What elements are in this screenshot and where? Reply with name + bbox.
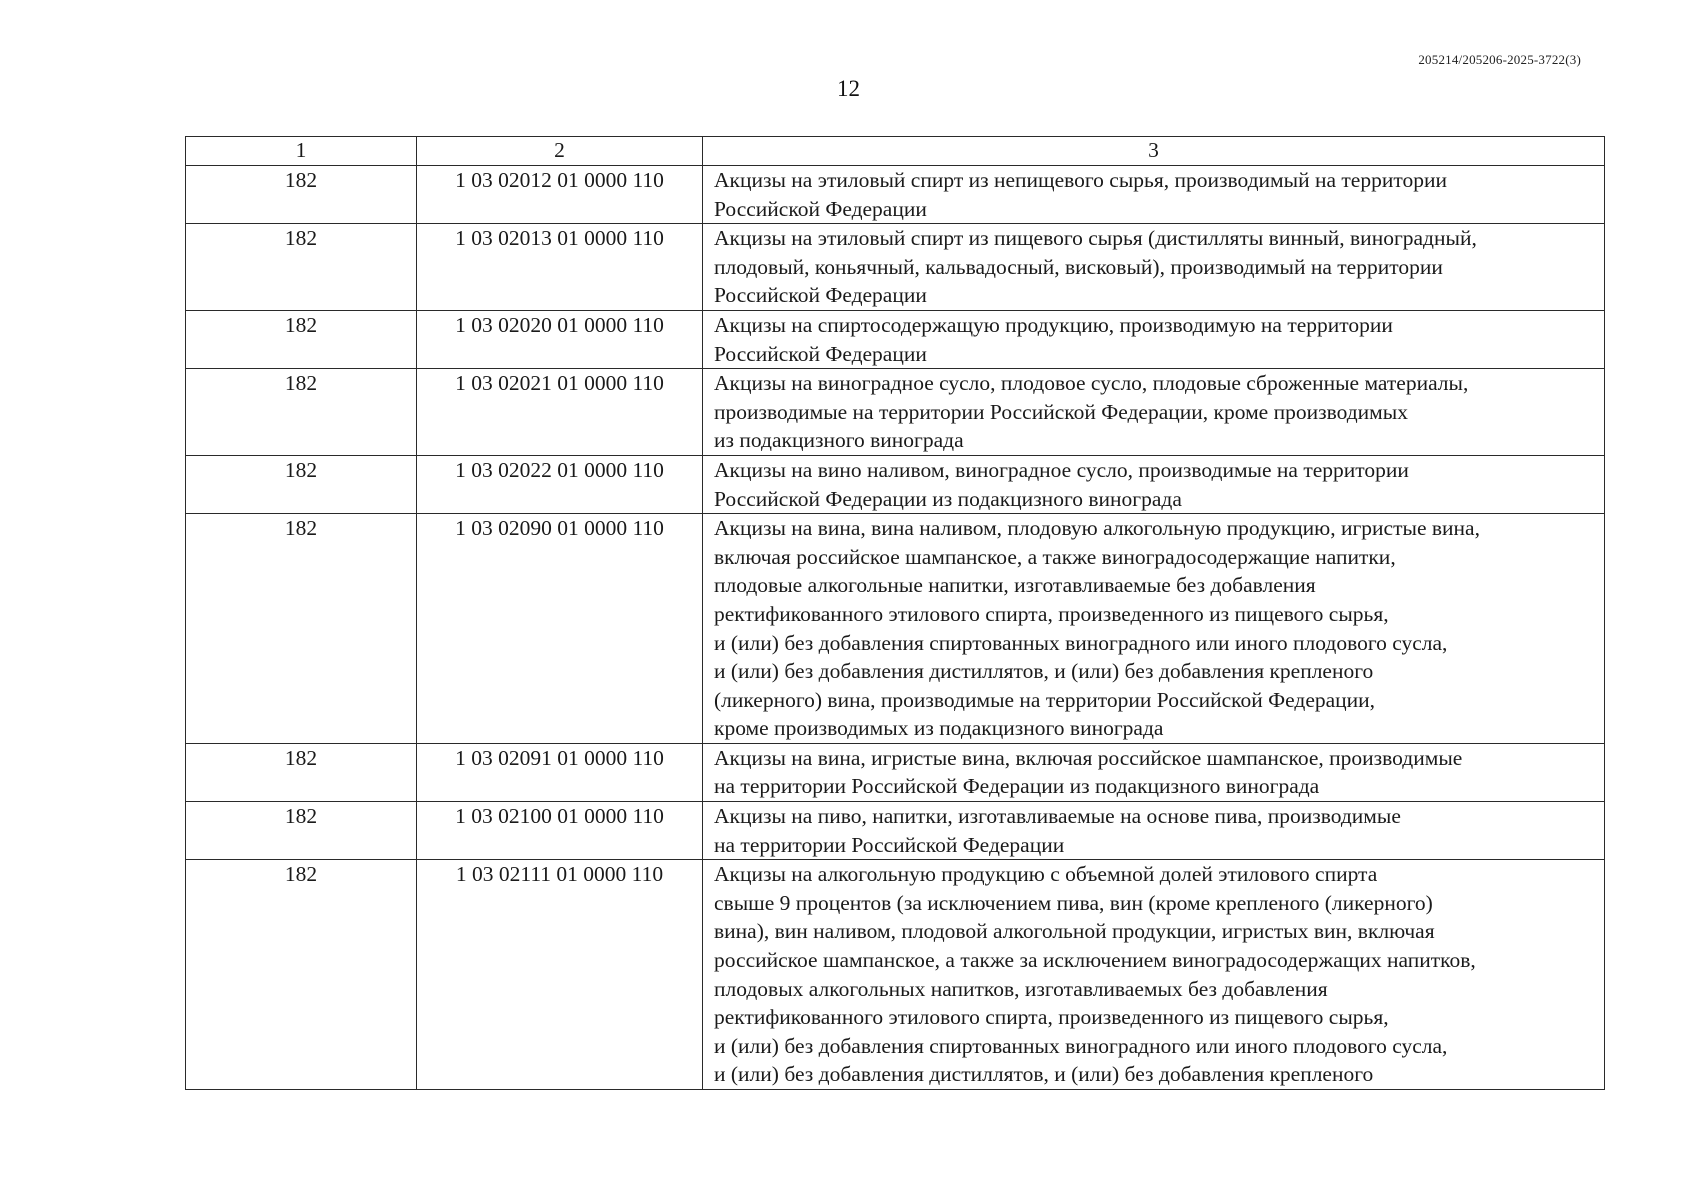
budget-classification-code-cell: 1 03 02021 01 0000 110 bbox=[417, 369, 703, 456]
description-line: и (или) без добавления спиртованных виноградного или иного плодового сусла, bbox=[714, 630, 1448, 655]
table-row bbox=[186, 455, 1605, 513]
admin-code-cell: 182 bbox=[186, 455, 417, 513]
column-header-1: 1 bbox=[186, 137, 417, 166]
budget-classification-code-cell: 1 03 02091 01 0000 110 bbox=[417, 743, 703, 801]
description-line: Акцизы на вина, вина наливом, плодовую алкогольную продукцию, игристые вина, bbox=[714, 516, 1480, 541]
revenue-description-cell bbox=[703, 802, 1605, 860]
table-row bbox=[186, 802, 1605, 860]
revenue-description-cell bbox=[703, 455, 1605, 513]
revenue-description-cell bbox=[703, 514, 1605, 744]
description-line: плодовых алкогольных напитков, изготавливаемых без добавления bbox=[714, 976, 1328, 1001]
description-line: Акцизы на вино наливом, виноградное сусло, производимые на территории bbox=[714, 457, 1409, 482]
description-line: ректификованного этилового спирта, произведенного из пищевого сырья, bbox=[714, 1005, 1389, 1030]
revenue-description-cell bbox=[703, 310, 1605, 368]
description-line: плодовый, коньячный, кальвадосный, висковый), производимый на территории bbox=[714, 254, 1443, 279]
revenue-description-cell bbox=[703, 224, 1605, 311]
description-line: производимые на территории Российской Федерации, кроме производимых bbox=[714, 399, 1408, 424]
description-line: плодовые алкогольные напитки, изготавливаемые без добавления bbox=[714, 573, 1316, 598]
revenue-description-cell bbox=[703, 166, 1605, 224]
page-number: 12 bbox=[837, 76, 860, 101]
budget-classification-code-cell: 1 03 02013 01 0000 110 bbox=[417, 224, 703, 311]
revenue-description-cell bbox=[703, 743, 1605, 801]
description-line: кроме производимых из подакцизного винограда bbox=[714, 716, 1164, 741]
description-line: и (или) без добавления дистиллятов, и (или) без добавления крепленого bbox=[714, 659, 1374, 684]
revenue-codes-table bbox=[185, 136, 1605, 1090]
revenue-description-cell bbox=[703, 860, 1605, 1090]
admin-code-cell: 182 bbox=[186, 369, 417, 456]
table-row bbox=[186, 860, 1605, 1090]
table-row bbox=[186, 743, 1605, 801]
budget-classification-code-cell: 1 03 02020 01 0000 110 bbox=[417, 310, 703, 368]
description-line: вина), вин наливом, плодовой алкогольной продукции, игристых вин, включая bbox=[714, 919, 1435, 944]
table-body bbox=[186, 166, 1605, 1090]
description-line: Акцизы на вина, игристые вина, включая российское шампанское, производимые bbox=[714, 745, 1463, 770]
description-line: свыше 9 процентов (за исключением пива, вин (кроме крепленого (ликерного) bbox=[714, 890, 1433, 915]
budget-classification-code-cell: 1 03 02012 01 0000 110 bbox=[417, 166, 703, 224]
description-line: Российской Федерации из подакцизного винограда bbox=[714, 486, 1182, 511]
description-line: Акцизы на этиловый спирт из пищевого сырья (дистилляты винный, виноградный, bbox=[714, 226, 1477, 251]
table-row bbox=[186, 224, 1605, 311]
budget-classification-code-cell: 1 03 02111 01 0000 110 bbox=[417, 860, 703, 1090]
description-line: Акцизы на спиртосодержащую продукцию, производимую на территории bbox=[714, 312, 1393, 337]
description-line: Акцизы на алкогольную продукцию с объемной долей этилового спирта bbox=[714, 862, 1378, 887]
description-line: Российской Федерации bbox=[714, 283, 927, 308]
table-row bbox=[186, 369, 1605, 456]
table-header-row bbox=[186, 137, 1605, 166]
table-row bbox=[186, 166, 1605, 224]
description-line: и (или) без добавления спиртованных виноградного или иного плодового сусла, bbox=[714, 1033, 1448, 1058]
admin-code-cell: 182 bbox=[186, 514, 417, 744]
description-line: Российской Федерации bbox=[714, 341, 927, 366]
description-line: Акцизы на пиво, напитки, изготавливаемые на основе пива, производимые bbox=[714, 804, 1401, 829]
description-line: Российской Федерации bbox=[714, 196, 927, 221]
column-header-2: 2 bbox=[417, 137, 703, 166]
description-line: на территории Российской Федерации из подакцизного винограда bbox=[714, 774, 1320, 799]
admin-code-cell: 182 bbox=[186, 860, 417, 1090]
admin-code-cell: 182 bbox=[186, 166, 417, 224]
budget-classification-code-cell: 1 03 02022 01 0000 110 bbox=[417, 455, 703, 513]
description-line: из подакцизного винограда bbox=[714, 428, 964, 453]
document-id: 205214/205206-2025-3722(3) bbox=[1418, 52, 1581, 67]
description-line: российское шампанское, а также за исключением виноградосодержащих напитков, bbox=[714, 948, 1476, 973]
budget-classification-code-cell: 1 03 02100 01 0000 110 bbox=[417, 802, 703, 860]
description-line: ректификованного этилового спирта, произведенного из пищевого сырья, bbox=[714, 601, 1389, 626]
description-line: Акцизы на виноградное сусло, плодовое сусло, плодовые сброженные материалы, bbox=[714, 371, 1469, 396]
admin-code-cell: 182 bbox=[186, 743, 417, 801]
description-line: (ликерного) вина, производимые на территории Российской Федерации, bbox=[714, 687, 1376, 712]
budget-classification-code-cell: 1 03 02090 01 0000 110 bbox=[417, 514, 703, 744]
description-line: Акцизы на этиловый спирт из непищевого сырья, производимый на территории bbox=[714, 168, 1447, 192]
description-line: на территории Российской Федерации bbox=[714, 832, 1065, 857]
table-row bbox=[186, 310, 1605, 368]
revenue-description-cell bbox=[703, 369, 1605, 456]
description-line: включая российское шампанское, а также виноградосодержащие напитки, bbox=[714, 544, 1396, 569]
admin-code-cell: 182 bbox=[186, 310, 417, 368]
admin-code-cell: 182 bbox=[186, 802, 417, 860]
admin-code-cell: 182 bbox=[186, 224, 417, 311]
description-line: и (или) без добавления дистиллятов, и (или) без добавления крепленого bbox=[714, 1062, 1374, 1087]
table-row bbox=[186, 514, 1605, 744]
column-header-3: 3 bbox=[703, 137, 1605, 166]
